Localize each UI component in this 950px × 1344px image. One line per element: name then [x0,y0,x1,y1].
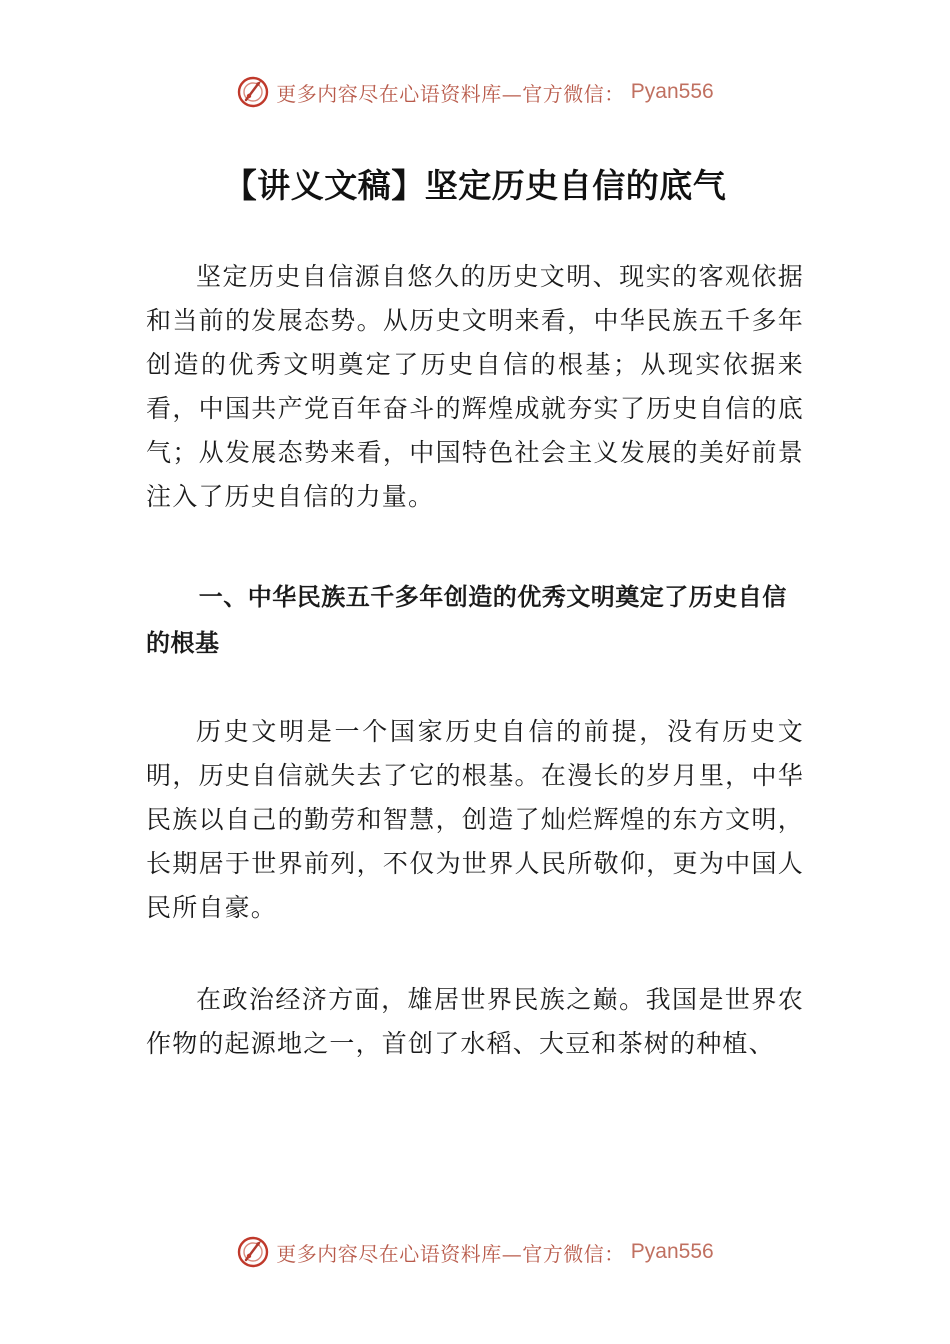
body-paragraph: 历史文明是一个国家历史自信的前提，没有历史文明，历史自信就失去了它的根基。在漫长的岁月里，中华民族以自己的勤劳和智慧，创造了灿烂辉煌的东方文明，长期居于世界前列，不仅为世界人民所敬仰，更为中国人民所自豪。 [146,717,804,922]
watermark-text: 更多内容尽在心语资料库—官方微信： [276,1241,625,1266]
brand-logo-icon [236,1235,270,1269]
body-paragraph: 在政治经济方面，雄居世界民族之巅。我国是世界农作物的起源地之一，首创了水稻、大豆和茶树的种植、 [146,985,804,1058]
watermark-text: 更多内容尽在心语资料库—官方微信： [276,81,625,106]
document-body [146,255,804,1066]
brand-logo-icon [236,75,270,109]
watermark-wechat-id: Pyan556 [630,80,714,103]
section-heading: 一、中华民族五千多年创造的优秀文明奠定了历史自信的根基 [146,583,787,657]
document-title: 【讲义文稿】坚定历史自信的底气 [223,166,727,205]
footer-watermark [0,1232,950,1272]
header-watermark [0,72,950,112]
watermark-wechat-id: Pyan556 [630,1240,714,1263]
intro-paragraph: 坚定历史自信源自悠久的历史文明、现实的客观依据和当前的发展态势。从历史文明来看，中华民族五千多年创造的优秀文明奠定了历史自信的根基；从现实依据来看，中国共产党百年奋斗的辉煌成就夯实了历史自信的底气；从发展态势来看，中国特色社会主义发展的美好前景注入了历史自信的力量。 [146,262,804,511]
